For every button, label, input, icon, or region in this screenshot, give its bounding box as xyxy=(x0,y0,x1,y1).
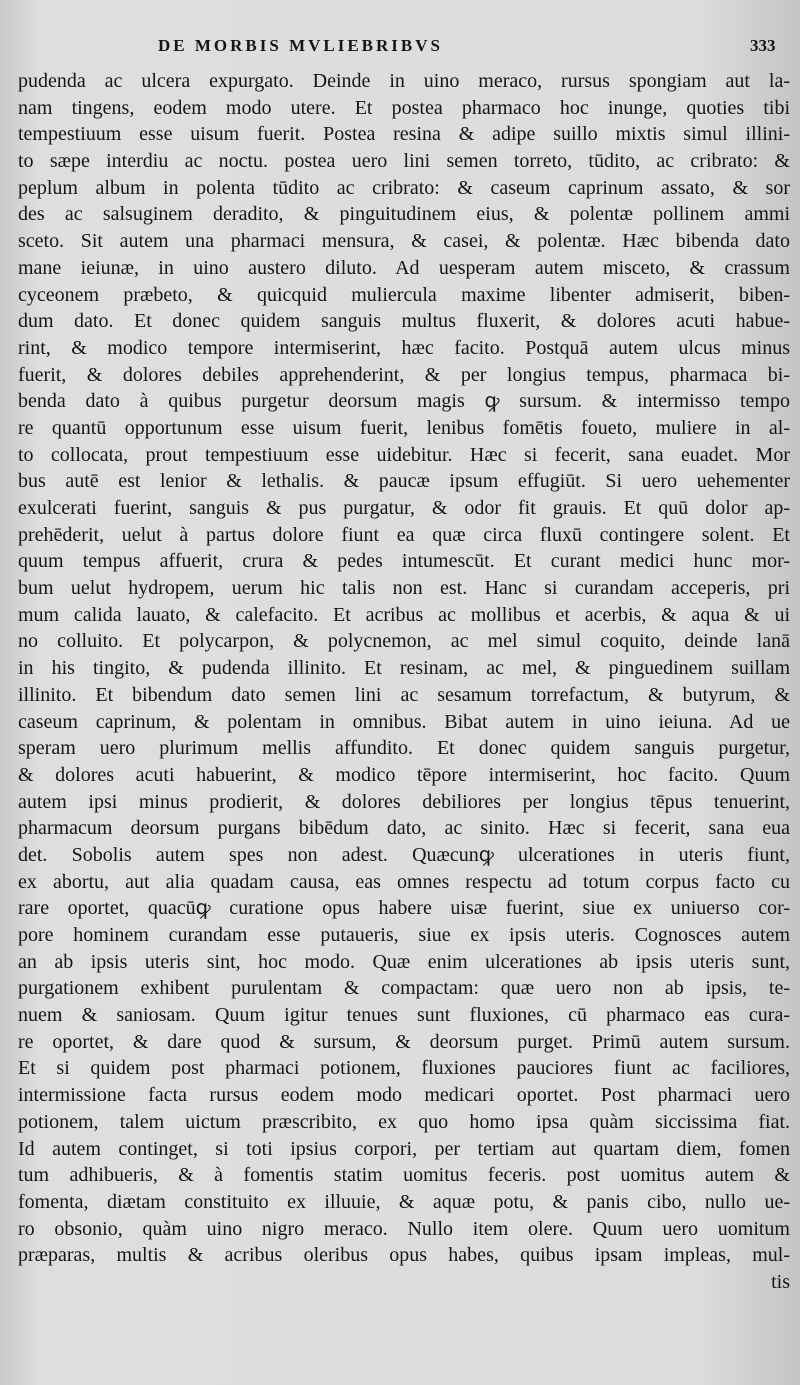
catchword: tis xyxy=(771,1270,790,1293)
text-line: mane ieiunæ, in uino austero diluto. Ad uesperam autem misceto, & crassum xyxy=(18,256,790,279)
text-line: nuem & saniosam. Quum igitur tenues sunt fluxiones, cū pharmaco eas cura- xyxy=(18,1004,790,1027)
body-text xyxy=(18,68,790,1296)
text-line: sceto. Sit autem una pharmaci mensura, & casei, & polentæ. Hæc bibenda dato xyxy=(18,230,790,253)
text-line: re oportet, & dare quod & sursum, & deorsum purget. Primū autem sursum. xyxy=(18,1030,790,1053)
text-line: & dolores acuti habuerint, & modico tēpore intermiserint, hoc facito. Quum xyxy=(18,763,790,786)
text-line: quum tempus affuerit, crura & pedes intumescūt. Et curant medici hunc mor- xyxy=(18,550,790,573)
text-line: to collocata, prout tempestiuum esse uidebitur. Hæc si fecerit, sana euadet. Mor xyxy=(18,443,790,466)
text-line: to sæpe interdiu ac noctu. postea uero lini semen torreto, tūdito, ac cribrato: & xyxy=(18,150,790,173)
text-line: speram uero plurimum mellis affundito. Et donec quidem sanguis purgetur, xyxy=(18,737,790,760)
text-line: peplum album in polenta tūdito ac cribrato: & caseum caprinum assato, & sor xyxy=(18,176,790,199)
text-line: nam tingens, eodem modo utere. Et postea pharmaco hoc inunge, quoties tibi xyxy=(18,96,790,119)
text-line: rint, & modico tempore intermiserint, hæc facito. Postquā autem ulcus minus xyxy=(18,336,790,359)
text-line: pore hominem curandam esse putaueris, siue ex ipsis uteris. Cognosces autem xyxy=(18,924,790,946)
text-line: pharmacum deorsum purgans bibēdum dato, ac sinito. Hæc si fecerit, sana eua xyxy=(18,817,790,840)
text-line: bum uelut hydropem, uerum hic talis non est. Hanc si curandam acceperis, pri xyxy=(18,577,790,600)
text-line: ro obsonio, quàm uino nigro meraco. Nullo item olere. Quum uero uomitum xyxy=(18,1217,790,1240)
text-line: tum adhibueris, & à fomentis statim uomitus feceris. post uomitus autem & xyxy=(18,1164,790,1187)
text-line: tempestiuum esse uisum fuerit. Postea resina & adipe suillo mixtis simul illini- xyxy=(18,123,790,146)
text-line: dum dato. Et donec quidem sanguis multus fluxerit, & dolores acuti habue- xyxy=(18,310,790,333)
text-line: rare oportet, quacūꝙ curatione opus habere uisæ fuerint, siue ex uniuerso cor- xyxy=(18,897,790,920)
text-line: intermissione facta rursus eodem modo medicari oportet. Post pharmaci uero xyxy=(18,1084,790,1107)
page-number: 333 xyxy=(750,36,776,55)
text-line: no colluito. Et polycarpon, & polycnemon, ac mel simul coquito, deinde lanā xyxy=(18,630,790,653)
text-line: ex abortu, aut alia quadam causa, eas omnes respectu ad totum corpus facto cu xyxy=(18,870,790,893)
text-line: re quantū opportunum esse uisum fuerit, lenibus fomētis foueto, muliere in al- xyxy=(18,416,790,439)
text-line: an ab ipsis uteris sint, hoc modo. Quæ enim ulcerationes ab ipsis uteris sunt, xyxy=(18,950,790,973)
text-line: caseum caprinum, & polentam in omnibus. Bibat autem in uino ieiuna. Ad ue xyxy=(18,710,790,733)
running-head xyxy=(0,36,800,64)
text-line: fuerit, & dolores debiles apprehenderint, & per longius tempus, pharmaca bi- xyxy=(18,363,790,386)
text-line: bus autē est lenior & lethalis. & paucæ ipsum effugiūt. Si uero uehementer xyxy=(18,470,790,493)
text-line: prehēderit, uelut à partus dolore fiunt ea quæ circa fluxū contingere solent. Et xyxy=(18,523,790,546)
text-line: potionem, talem uictum præscribito, ex quo homo ipsa quàm siccissima fiat. xyxy=(18,1110,790,1133)
text-line: præparas, multis & acribus oleribus opus habes, quibus ipsam impleas, mul- xyxy=(18,1244,790,1267)
text-line: benda dato à quibus purgetur deorsum magis ꝙ sursum. & intermisso tempo xyxy=(18,390,790,413)
text-line: cyceonem præbeto, & quicquid muliercula maxime libenter admiserit, biben- xyxy=(18,283,790,306)
text-line: exulcerati fuerint, sanguis & pus purgatur, & odor fit grauis. Et quū dolor ap- xyxy=(18,497,790,519)
running-title: DE MORBIS MVLIEBRIBVS xyxy=(158,36,443,55)
text-line: mum calida lauato, & calefacito. Et acribus ac mollibus et acerbis, & aqua & ui xyxy=(18,603,790,626)
text-line: Et si quidem post pharmaci potionem, fluxiones pauciores fiunt ac faciliores, xyxy=(18,1057,790,1080)
text-line: illinito. Et bibendum dato semen lini ac sesamum torrefactum, & butyrum, & xyxy=(18,683,790,706)
text-line: in his tingito, & pudenda illinito. Et resinam, ac mel, & pinguedinem suillam xyxy=(18,657,790,680)
text-line: purgationem exhibent purulentam & compactam: quæ uero non ab ipsis, te- xyxy=(18,977,790,1000)
text-line: Id autem continget, si toti ipsius corpori, per tertiam aut quartam diem, fomen xyxy=(18,1137,790,1160)
text-line: det. Sobolis autem spes non adest. Quæcunꝙ ulcerationes in uteris fiunt, xyxy=(18,843,790,866)
text-line: des ac salsuginem deradito, & pinguitudinem eius, & polentæ pollinem ammi xyxy=(18,203,790,226)
text-line: fomenta, diætam constituito ex illuuie, & aquæ potu, & panis cibo, nullo ue- xyxy=(18,1190,790,1213)
text-line: autem ipsi minus prodierit, & dolores debiliores per longius tēpus tenuerint, xyxy=(18,790,790,813)
text-line: pudenda ac ulcera expurgato. Deinde in uino meraco, rursus spongiam aut la- xyxy=(18,70,790,92)
